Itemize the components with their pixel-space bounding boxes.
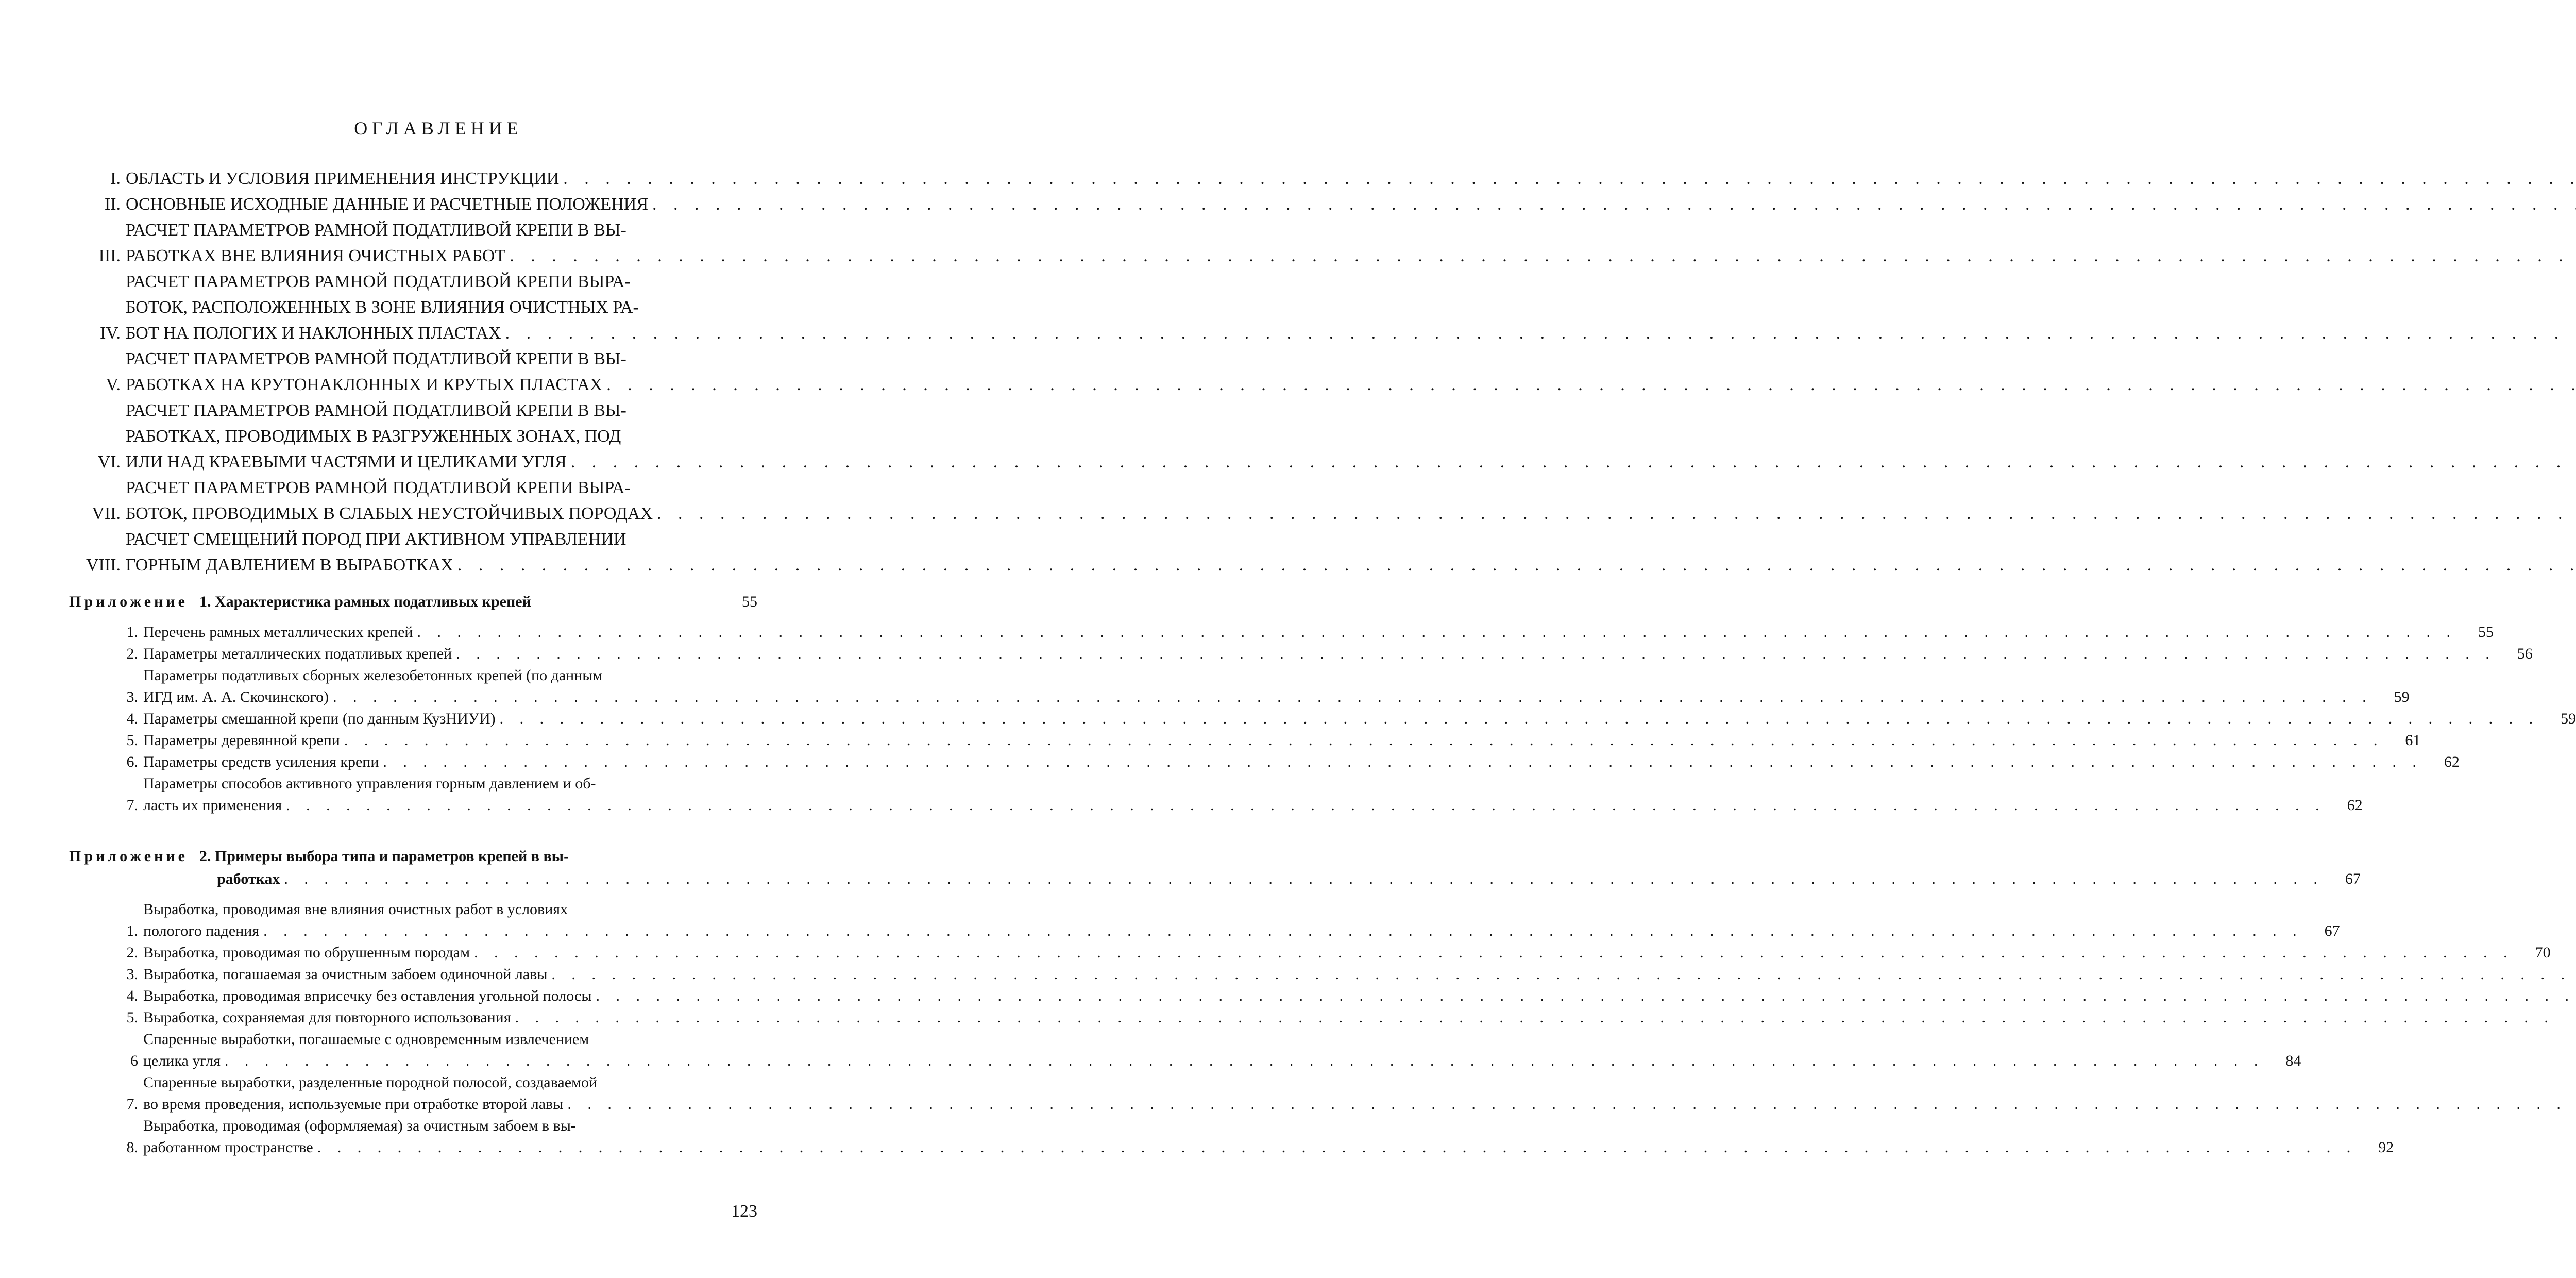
entry-number: 3. <box>126 966 138 983</box>
appendix-title: 1. Характеристика рамных податливых крепей <box>199 593 531 610</box>
entry-title-line <box>143 964 2576 985</box>
entry-title <box>143 1115 2357 1158</box>
entry-title-text: во время проведения, используемые при отработке второй лавы <box>143 1096 564 1113</box>
appendix-1-block <box>69 591 2576 816</box>
entry-page-number: 84 <box>2285 1052 2301 1069</box>
entry-title <box>143 665 2372 708</box>
toc-entry <box>106 1007 757 1029</box>
toc-entry <box>106 964 757 985</box>
appendix-2-items <box>106 899 2551 1158</box>
entry-title <box>143 1072 2576 1115</box>
main-section-list <box>72 166 757 578</box>
dot-leader <box>567 449 2576 475</box>
entry-title-text: Выработка, проводимая вне влияния очистных работ в условиях <box>143 901 568 918</box>
dot-leader <box>505 243 2576 269</box>
entry-title <box>143 773 2326 816</box>
entry-title <box>126 192 2576 217</box>
entry-number: VIII. <box>86 556 121 575</box>
entry-title-line <box>126 398 2576 424</box>
entry-title-text: РАСЧЕТ ПАРАМЕТРОВ РАМНОЙ ПОДАТЛИВОЙ КРЕПИ В ВЫ- <box>126 401 626 420</box>
entry-title-line <box>143 708 2539 730</box>
appendix-title-text: 2. Примеры выбора типа и параметров крепей в вы- <box>199 848 569 865</box>
toc-entry <box>72 346 757 398</box>
entry-number: 6. <box>126 753 138 770</box>
entry-title-line <box>126 501 2576 527</box>
entry-title-text: РАБОТКАХ ВНЕ ВЛИЯНИЯ ОЧИСТНЫХ РАБОТ <box>126 246 506 265</box>
page-title: ОГЛАВЛЕНИЕ <box>354 118 523 139</box>
appendix-title-text: работках <box>216 870 280 887</box>
dot-leader <box>282 795 2326 816</box>
entry-title-text: работанном пространстве <box>143 1139 313 1156</box>
entry-title-text: РАСЧЕТ ПАРАМЕТРОВ РАМНОЙ ПОДАТЛИВОЙ КРЕПИ В ВЫ- <box>126 349 626 368</box>
entry-number: 4. <box>126 987 138 1004</box>
entry-number: 6 <box>130 1052 138 1069</box>
toc-entry <box>106 643 2533 665</box>
entry-title-line <box>143 1137 2357 1158</box>
dot-leader <box>501 321 2576 346</box>
dot-leader <box>470 942 2514 964</box>
entry-title-line <box>126 243 2576 269</box>
entry-title-text: ИГД им. А. А. Скочинского) <box>143 688 329 705</box>
entry-title <box>143 985 2576 1007</box>
entry-title-text: Выработка, погашаемая за очистным забоем одиночной лавы <box>143 966 548 983</box>
entry-title-line <box>126 449 2576 475</box>
entry-title-line <box>143 1007 2554 1029</box>
entry-title <box>143 708 2539 730</box>
dot-leader <box>221 1050 2264 1072</box>
entry-title-text: БОТ НА ПОЛОГИХ И НАКЛОННЫХ ПЛАСТАХ <box>126 324 501 343</box>
entry-title-line <box>126 372 2576 398</box>
entry-number: 1. <box>126 922 138 939</box>
entry-number: III. <box>98 246 121 265</box>
dot-leader <box>511 1007 2555 1029</box>
entry-title-line <box>143 1094 2576 1115</box>
entry-title-line <box>126 424 2576 449</box>
toc-entry <box>106 1029 2301 1072</box>
dot-leader <box>653 501 2576 527</box>
entry-title-text: Параметры деревянной крепи <box>143 732 340 749</box>
entry-number: VII. <box>92 504 121 523</box>
entry-title-text: ИЛИ НАД КРАЕВЫМИ ЧАСТЯМИ И ЦЕЛИКАМИ УГЛЯ <box>126 452 567 472</box>
entry-title-line <box>143 985 2576 1007</box>
toc-entry <box>72 475 757 527</box>
entry-title <box>143 1007 2554 1029</box>
appendix-title-line <box>199 868 2324 890</box>
entry-title-text: Параметры металлических податливых крепей <box>143 645 452 662</box>
toc-entry <box>72 192 757 217</box>
entry-title-line <box>143 686 2372 708</box>
entry-title-text: БОТОК, РАСПОЛОЖЕННЫХ В ЗОНЕ ВЛИЯНИЯ ОЧИСТНЫХ РА- <box>126 298 639 317</box>
toc-entry <box>106 1072 757 1115</box>
entry-title-line <box>143 1029 2264 1050</box>
entry-title-text: РАСЧЕТ ПАРАМЕТРОВ РАМНОЙ ПОДАТЛИВОЙ КРЕПИ В ВЫ- <box>126 221 626 240</box>
dot-leader <box>452 643 2496 665</box>
entry-number: I. <box>110 169 121 188</box>
toc-entry <box>72 398 757 475</box>
entry-title <box>126 346 2576 398</box>
entry-title-text: Параметры средств усиления крепи <box>143 753 379 770</box>
entry-title-text: Параметры податливых сборных железобетонных крепей (по данным <box>143 667 603 684</box>
entry-title-text: Выработка, проводимая (оформляемая) за очистным забоем в вы- <box>143 1117 576 1134</box>
entry-page-number: 61 <box>2405 732 2421 749</box>
entry-page-number: 92 <box>2378 1139 2394 1156</box>
toc-entry <box>106 942 2551 964</box>
entry-number: 7. <box>126 1096 138 1113</box>
entry-title-line <box>143 773 2326 795</box>
entry-title <box>143 730 2383 751</box>
appendix-label: Приложение <box>69 848 188 865</box>
entry-number: 8. <box>126 1139 138 1156</box>
entry-title <box>126 269 2576 346</box>
entry-number: IV. <box>100 324 121 343</box>
entry-title-text: РАСЧЕТ ПАРАМЕТРОВ РАМНОЙ ПОДАТЛИВОЙ КРЕПИ ВЫРА- <box>126 478 631 497</box>
entry-number: II. <box>104 195 121 214</box>
dot-leader <box>559 166 2576 192</box>
entry-page-number: 62 <box>2444 753 2460 770</box>
entry-title <box>126 475 2576 527</box>
entry-title-line <box>126 475 2576 501</box>
appendix-2-block <box>69 845 2551 1158</box>
entry-number: VI. <box>97 452 121 472</box>
toc-entry <box>106 899 2340 942</box>
entry-number: 3. <box>126 688 138 705</box>
dot-leader <box>602 372 2576 398</box>
entry-title-line <box>126 217 2576 243</box>
entry-page-number: 59 <box>2394 688 2410 705</box>
entry-title-line <box>143 751 2422 773</box>
entry-title-line <box>143 920 2303 942</box>
appendix-title-line <box>199 845 2324 868</box>
toc-entry <box>106 773 2363 816</box>
toc-entry <box>106 621 2494 643</box>
entry-page-number: 70 <box>2535 944 2551 961</box>
entry-page-number: 59 <box>2561 710 2576 727</box>
appendix-1-heading <box>69 591 757 613</box>
entry-page-number: 62 <box>2347 797 2363 814</box>
entry-title-text: Выработка, проводимая по обрушенным породам <box>143 944 470 961</box>
entry-title-text: Параметры смешанной крепи (по данным КузНИУИ) <box>143 710 496 727</box>
dot-leader <box>413 621 2456 643</box>
entry-title-text: ОСНОВНЫЕ ИСХОДНЫЕ ДАННЫЕ И РАСЧЕТНЫЕ ПОЛОЖЕНИЯ <box>126 195 648 214</box>
entry-title-line <box>143 621 2456 643</box>
entry-title-text: РАСЧЕТ СМЕЩЕНИЙ ПОРОД ПРИ АКТИВНОМ УПРАВЛЕНИИ <box>126 530 626 549</box>
entry-number: 7. <box>126 797 138 814</box>
entry-title-line <box>126 192 2576 217</box>
entry-title <box>126 398 2576 475</box>
entry-title-line <box>126 295 2576 321</box>
dot-leader <box>340 730 2384 751</box>
entry-title-line <box>126 552 2576 578</box>
entry-page-number: 55 <box>2478 624 2494 641</box>
entry-number: V. <box>106 375 121 394</box>
entry-title-line <box>143 643 2496 665</box>
entry-title-line <box>126 527 2576 552</box>
entry-title-text: Выработка, сохраняемая для повторного использования <box>143 1009 511 1026</box>
toc-entry <box>72 166 757 192</box>
entry-title <box>126 166 2576 192</box>
entry-title <box>143 964 2576 985</box>
dot-leader <box>313 1137 2357 1158</box>
dot-leader <box>280 868 2324 890</box>
dot-leader <box>563 1094 2576 1115</box>
entry-title-line <box>143 730 2383 751</box>
entry-number: 5. <box>126 732 138 749</box>
toc-entry <box>72 527 757 578</box>
entry-title <box>126 527 2576 578</box>
entry-title-text: РАСЧЕТ ПАРАМЕТРОВ РАМНОЙ ПОДАТЛИВОЙ КРЕПИ ВЫРА- <box>126 272 631 291</box>
entry-title-line <box>126 269 2576 295</box>
entry-title-line <box>143 1115 2357 1137</box>
appendix-2-heading <box>69 845 2361 890</box>
entry-page-number: 56 <box>2517 645 2533 662</box>
entry-number: 4. <box>126 710 138 727</box>
entry-title-line <box>143 795 2326 816</box>
dot-leader <box>547 964 2576 985</box>
entry-title <box>143 1029 2264 1072</box>
entry-title-text: Спаренные выработки, разделенные породной полосой, создаваемой <box>143 1074 598 1091</box>
entry-title-text: Перечень рамных металлических крепей <box>143 624 413 641</box>
entry-title-text: Выработка, проводимая вприсечку без оставления угольной полосы <box>143 987 592 1004</box>
entry-title <box>143 751 2422 773</box>
entry-title <box>143 643 2496 665</box>
appendix-page-number: 67 <box>2345 870 2361 887</box>
entry-title-text: РАБОТКАХ, ПРОВОДИМЫХ В РАЗГРУЖЕННЫХ ЗОНАХ, ПОД <box>126 427 621 446</box>
entry-page-number: 67 <box>2324 922 2340 939</box>
toc-entry <box>72 217 757 269</box>
entry-title-text: ласть их применения <box>143 797 282 814</box>
appendix-1-items <box>106 621 2576 816</box>
entry-title-text: БОТОК, ПРОВОДИМЫХ В СЛАБЫХ НЕУСТОЙЧИВЫХ ПОРОДАХ <box>126 504 653 523</box>
entry-number: 1. <box>126 624 138 641</box>
dot-leader <box>592 985 2576 1007</box>
toc-entry <box>106 751 2460 773</box>
dot-leader <box>329 686 2372 708</box>
entry-page-number <box>2554 1007 2576 1029</box>
entry-title-text: целика угля <box>143 1052 221 1069</box>
page-number: 123 <box>731 1202 757 1221</box>
entry-title-line <box>143 1072 2576 1094</box>
entry-title-text: ГОРНЫМ ДАВЛЕНИЕМ В ВЫРАБОТКАХ <box>126 556 453 575</box>
entry-title-line <box>143 665 2372 686</box>
dot-leader <box>453 552 2576 578</box>
appendix-label: Приложение <box>69 593 188 610</box>
entry-number: 2. <box>126 645 138 662</box>
entry-title-text: ОБЛАСТЬ И УСЛОВИЯ ПРИМЕНЕНИЯ ИНСТРУКЦИИ <box>126 169 560 188</box>
entry-title-line <box>143 942 2514 964</box>
entry-title-text: Спаренные выработки, погашаемые с одновременным извлечением <box>143 1031 589 1048</box>
toc-entry <box>106 1115 2394 1158</box>
entry-title <box>126 217 2576 269</box>
dot-leader <box>379 751 2422 773</box>
entry-title-line <box>143 1050 2264 1072</box>
toc-entry <box>106 708 2576 730</box>
dot-leader <box>496 708 2539 730</box>
entry-title-text: Параметры способов активного управления горным давлением и об- <box>143 775 596 792</box>
entry-title-line <box>126 321 2576 346</box>
entry-title <box>143 942 2514 964</box>
entry-title-line <box>126 346 2576 372</box>
entry-title <box>143 621 2456 643</box>
entry-number: 5. <box>126 1009 138 1026</box>
toc-entry <box>106 730 2421 751</box>
entry-title-text: пологого падения <box>143 922 260 939</box>
entry-title <box>143 899 2303 942</box>
appendix-title <box>188 845 2324 890</box>
dot-leader <box>259 920 2303 942</box>
toc-entry <box>106 665 2410 708</box>
dot-leader <box>648 192 2576 217</box>
entry-title-text: РАБОТКАХ НА КРУТОНАКЛОННЫХ И КРУТЫХ ПЛАСТАХ <box>126 375 603 394</box>
appendix-page-number: 55 <box>742 593 757 610</box>
entry-title-line <box>126 166 2576 192</box>
entry-title-line <box>143 899 2303 920</box>
entry-number: 2. <box>126 944 138 961</box>
toc-entry <box>106 985 757 1007</box>
toc-entry <box>72 269 757 346</box>
